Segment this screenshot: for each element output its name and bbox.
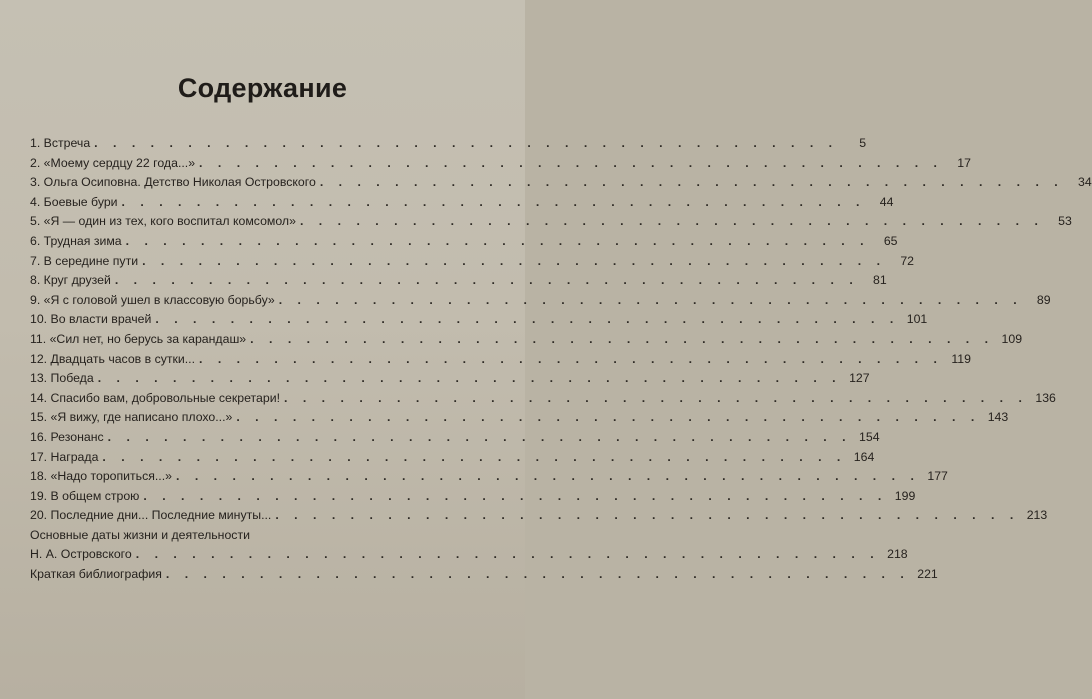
dot-leader: . . . . . . . . . . . . . . . . . . . . . . . . . . . . . . . . . . . . . . . .: [250, 331, 995, 346]
toc-entry: [30, 448, 875, 468]
toc-page-number: 89: [1036, 292, 1051, 307]
toc-entry: [30, 408, 1009, 428]
toc-entry: [30, 369, 870, 389]
toc-entry: [30, 467, 948, 487]
toc-page-number: 164: [853, 449, 875, 464]
toc-entry-title: 14. Спасибо вам, добровольные секретари!: [30, 390, 280, 405]
toc-entry: [30, 291, 1051, 311]
dot-leader: . . . . . . . . . . . . . . . . . . . . . . . . . . . . . . . . . . . . . . . .: [155, 312, 900, 327]
toc-entry: [30, 271, 887, 291]
toc-page-number: 72: [900, 253, 914, 268]
toc-entry-title: 8. Круг друзей: [30, 273, 111, 288]
dot-leader: . . . . . . . . . . . . . . . . . . . . . . . . . . . . . . . . . . . . . . . .: [283, 390, 1028, 405]
dot-leader: . . . . . . . . . . . . . . . . . . . . . . . . . . . . . . . . . . . . . . . .: [94, 136, 839, 150]
dot-leader: . . . . . . . . . . . . . . . . . . . . . . . . . . . . . . . . . . . . . . . .: [107, 429, 852, 444]
toc-entry-title: 18. «Надо торопиться...»: [30, 469, 172, 484]
page-title: Содержание: [177, 73, 348, 103]
toc-page-number: 154: [859, 429, 880, 444]
toc-entry-title: 4. Боевые бури: [30, 194, 118, 209]
dot-leader: . . . . . . . . . . . . . . . . . . . . . . . . . . . . . . . . . . . . . . . .: [236, 410, 981, 425]
dot-leader: . . . . . . . . . . . . . . . . . . . . . . . . . . . . . . . . . . . . . . . .: [121, 194, 866, 209]
toc-page-number: 17: [957, 155, 971, 170]
toc-entry: [30, 310, 928, 330]
toc-entry-title: 13. Победа: [30, 371, 94, 386]
toc-entry: [30, 565, 938, 585]
toc-page-number: 119: [951, 351, 971, 366]
toc-entry: [30, 389, 1056, 409]
toc-entry-title: 10. Во власти врачей: [30, 312, 152, 327]
toc-entry-title: 11. «Сил нет, но берусь за карандаш»: [30, 331, 247, 346]
dot-leader: . . . . . . . . . . . . . . . . . . . . . . . . . . . . . . . . . . . . . . . .: [114, 273, 859, 288]
toc-page-number: 109: [1001, 331, 1023, 346]
toc-page-number: 34: [1078, 175, 1092, 190]
toc-page-number: 65: [883, 233, 898, 248]
toc-page-number: 136: [1035, 390, 1056, 405]
toc-entry-title: 17. Награда: [30, 449, 99, 464]
dot-leader: . . . . . . . . . . . . . . . . . . . . . . . . . . . . . . . . . . . . . . . .: [135, 547, 880, 562]
dot-leader: . . . . . . . . . . . . . . . . . . . . . . . . . . . . . . . . . . . . . . . .: [97, 371, 842, 386]
toc-entry: [30, 487, 916, 507]
toc-page-number: 218: [887, 547, 908, 562]
toc-entry-title: 12. Двадцать часов в сутки...: [30, 351, 196, 366]
toc-page-number: 81: [873, 273, 887, 288]
dot-leader: . . . . . . . . . . . . . . . . . . . . . . . . . . . . . . . . . . . . . . . .: [278, 292, 1023, 307]
toc-entry: [30, 173, 1092, 193]
toc-entry: [30, 252, 914, 272]
toc-entry: [30, 193, 894, 213]
toc-entry-title: Основные даты жизни и деятельности: [30, 527, 250, 542]
toc-entry: [30, 506, 1048, 526]
toc-entry-title: 9. «Я с головой ушел в классовую борьбу»: [30, 292, 275, 307]
toc-entry: [30, 545, 908, 565]
toc-entry-title: 6. Трудная зима: [30, 233, 122, 248]
toc-page-number: 101: [906, 312, 928, 327]
toc-entry-title: 3. Ольга Осиповна. Детство Николая Островского: [30, 175, 316, 190]
toc-page-number: 199: [894, 488, 916, 503]
toc-entry-title: 19. В общем строю: [30, 488, 140, 503]
table-of-contents: [30, 134, 1092, 585]
bleed-through-text: [149, 0, 511, 58]
toc-page-number: 53: [1058, 214, 1072, 229]
dot-leader: . . . . . . . . . . . . . . . . . . . . . . . . . . . . . . . . . . . . . . . .: [275, 508, 1020, 523]
toc-entry: [30, 232, 898, 252]
toc-page-number: 221: [917, 567, 938, 582]
dot-leader: . . . . . . . . . . . . . . . . . . . . . . . . . . . . . . . . . . . . . . . .: [142, 253, 886, 268]
toc-page-number: 5: [859, 136, 867, 150]
toc-entry-title: 16. Резонанс: [30, 429, 104, 444]
dot-leader: . . . . . . . . . . . . . . . . . . . . . . . . . . . . . . . . . . . . . . . .: [319, 175, 1064, 190]
dot-leader: . . . . . . . . . . . . . . . . . . . . . . . . . . . . . . . . . . . . . . . .: [199, 155, 943, 170]
toc-page-number: 44: [879, 194, 894, 209]
toc-page-number: 143: [987, 410, 1009, 425]
toc-entry-title: 20. Последние дни... Последние минуты...: [30, 508, 272, 523]
toc-entry: [30, 330, 1023, 350]
toc-page-number: 213: [1026, 508, 1048, 523]
toc-entry-title: 2. «Моему сердцу 22 года...»: [30, 155, 196, 170]
toc-entry-title: 5. «Я — один из тех, кого воспитал комсомол»: [30, 214, 296, 229]
toc-entry: [30, 526, 490, 546]
toc-entry: [30, 428, 880, 448]
toc-entry: [30, 350, 971, 370]
toc-page-number: 177: [927, 469, 948, 484]
dot-leader: . . . . . . . . . . . . . . . . . . . . . . . . . . . . . . . . . . . . . . . .: [165, 567, 910, 582]
dot-leader: . . . . . . . . . . . . . . . . . . . . . . . . . . . . . . . . . . . . . . . .: [299, 214, 1044, 229]
toc-entry-title: 7. В середине пути: [30, 253, 139, 268]
toc-entry-title: 1. Встреча: [30, 136, 91, 150]
toc-entry-title: 15. «Я вижу, где написано плохо...»: [30, 410, 233, 425]
dot-leader: . . . . . . . . . . . . . . . . . . . . . . . . . . . . . . . . . . . . . . . .: [199, 351, 943, 366]
toc-entry-title: Краткая библиография: [30, 567, 162, 582]
toc-entry: [30, 134, 867, 154]
dot-leader: . . . . . . . . . . . . . . . . . . . . . . . . . . . . . . . . . . . . . . . .: [175, 469, 920, 484]
toc-entry: [30, 212, 1072, 232]
toc-page-number: 127: [849, 371, 870, 386]
dot-leader: . . . . . . . . . . . . . . . . . . . . . . . . . . . . . . . . . . . . . . . .: [143, 488, 888, 503]
toc-entry: [30, 154, 971, 174]
dot-leader: . . . . . . . . . . . . . . . . . . . . . . . . . . . . . . . . . . . . . . . .: [125, 233, 870, 248]
toc-entry-title: Н. А. Островского: [30, 547, 132, 562]
dot-leader: . . . . . . . . . . . . . . . . . . . . . . . . . . . . . . . . . . . . . . . .: [102, 449, 847, 464]
